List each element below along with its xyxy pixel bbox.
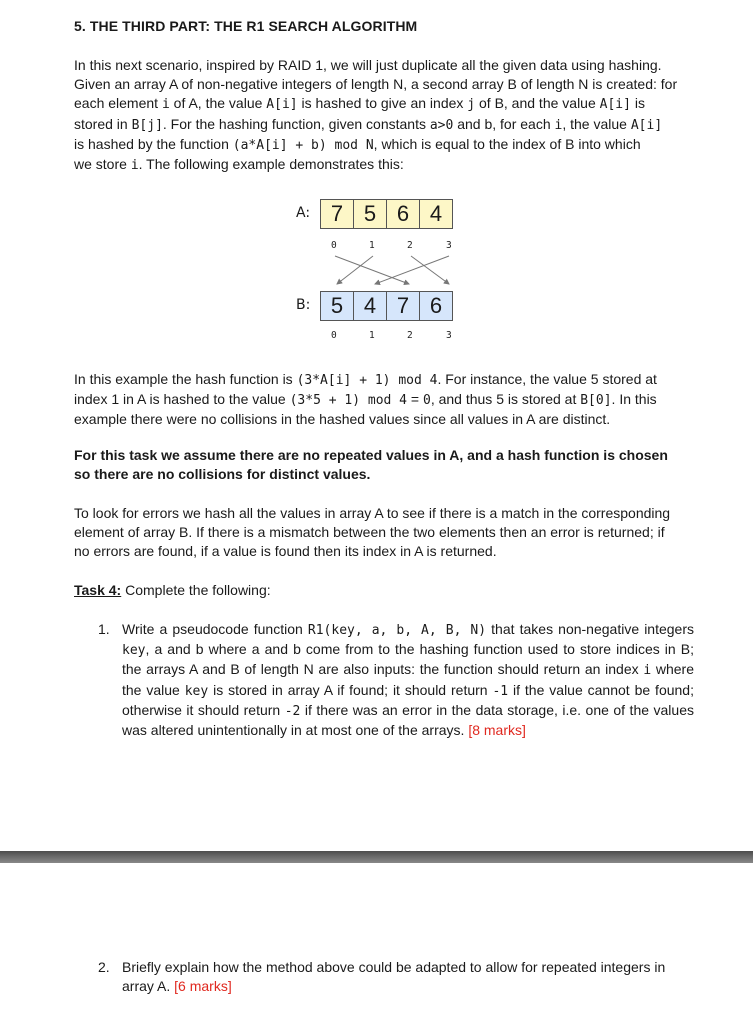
hash-arrow (411, 256, 449, 284)
example-paragraph: In this example the hash function is (3*A[i] + 1) mod 4. For instance, the value 5 stored at index 1 in A is hashed to the value (3*5 + 1) mod 4 = 0, and thus 5 is stored at B[0]. In this example there were no collisions in the hashed values since all values in A are distinct. (74, 371, 657, 428)
array-b-cell: 4 (354, 292, 387, 320)
array-b-label: B: (296, 297, 311, 313)
array-a-index: 3 (446, 240, 452, 251)
array-b (320, 291, 453, 321)
array-a-cell: 7 (321, 200, 354, 228)
array-b-index: 0 (331, 330, 337, 341)
page-separator (0, 851, 753, 863)
task-item-2: 2. Briefly explain how the method above could be adapted to allow for repeated integers in array A. [6 marks] (98, 959, 666, 995)
array-b-index: 3 (446, 330, 452, 341)
array-b-index: 1 (369, 330, 375, 341)
array-b-cell: 7 (387, 292, 420, 320)
array-b-cell: 6 (429, 293, 443, 318)
hash-arrow (335, 256, 409, 284)
array-a-cell: 6 (387, 200, 420, 228)
array-a-cell: 4 (429, 201, 443, 226)
array-a-label: A: (296, 205, 311, 221)
task-heading (74, 581, 694, 600)
assumption-paragraph: For this task we assume there are no repeated values in A, and a hash function is chosen so there are no collisions for distinct values. (74, 447, 668, 483)
array-b-index: 2 (407, 330, 413, 341)
array-a-cell: 5 (354, 200, 387, 228)
array-a (320, 199, 453, 229)
section-title: 5. THE THIRD PART: THE R1 SEARCH ALGORITHM (74, 18, 418, 34)
marks-label: [8 marks] (468, 722, 526, 739)
array-b-cell: 5 (321, 292, 354, 320)
task-label: Task 4: (74, 582, 122, 598)
task-item-1: 1. Write a pseudocode function R1(key, a, b, A, B, N) that takes non-negative integers key, a and b where a and b come from to the hashing function used to store indices in B; the arrays A and B of length N are also inputs: the function should return an index i where the value key is stored in array A if found; it should return -1 if the value cannot be found; otherwise it should return -2 if there was an error in the data storage, i.e. one of the values was altered unintentionally in at most one of the arrays. [8 marks] (98, 621, 695, 739)
array-a-index: 1 (369, 240, 375, 251)
array-a-index: 0 (331, 240, 337, 251)
hash-arrow (337, 256, 373, 284)
hash-arrow (375, 256, 449, 284)
marks-label: [6 marks] (174, 978, 232, 995)
array-a-index: 2 (407, 240, 413, 251)
task-instruction: Complete the following: (121, 582, 271, 598)
intro-paragraph: In this next scenario, inspired by RAID 1, we will just duplicate all the given data using hashing. Given an array A of non-negative integers of length N, a second array B of length N is created: for each element i of A, the value A[i] is hashed to give an index j of B, and the value A[i] is stored in B[j]. For the hashing function, given constants a>0 and b, for each i, the value A[i] is hashed by the function (a*A[i] + b) mod N, which is equal to the index of B into which we store i. The following example demonstrates this: (74, 57, 678, 174)
errors-paragraph: To look for errors we hash all the values in array A to see if there is a match in the corresponding element of array B. If there is a mismatch between the two elements then an error is returned; if no errors are found, if a value is found then its index in A is returned. (74, 505, 671, 560)
